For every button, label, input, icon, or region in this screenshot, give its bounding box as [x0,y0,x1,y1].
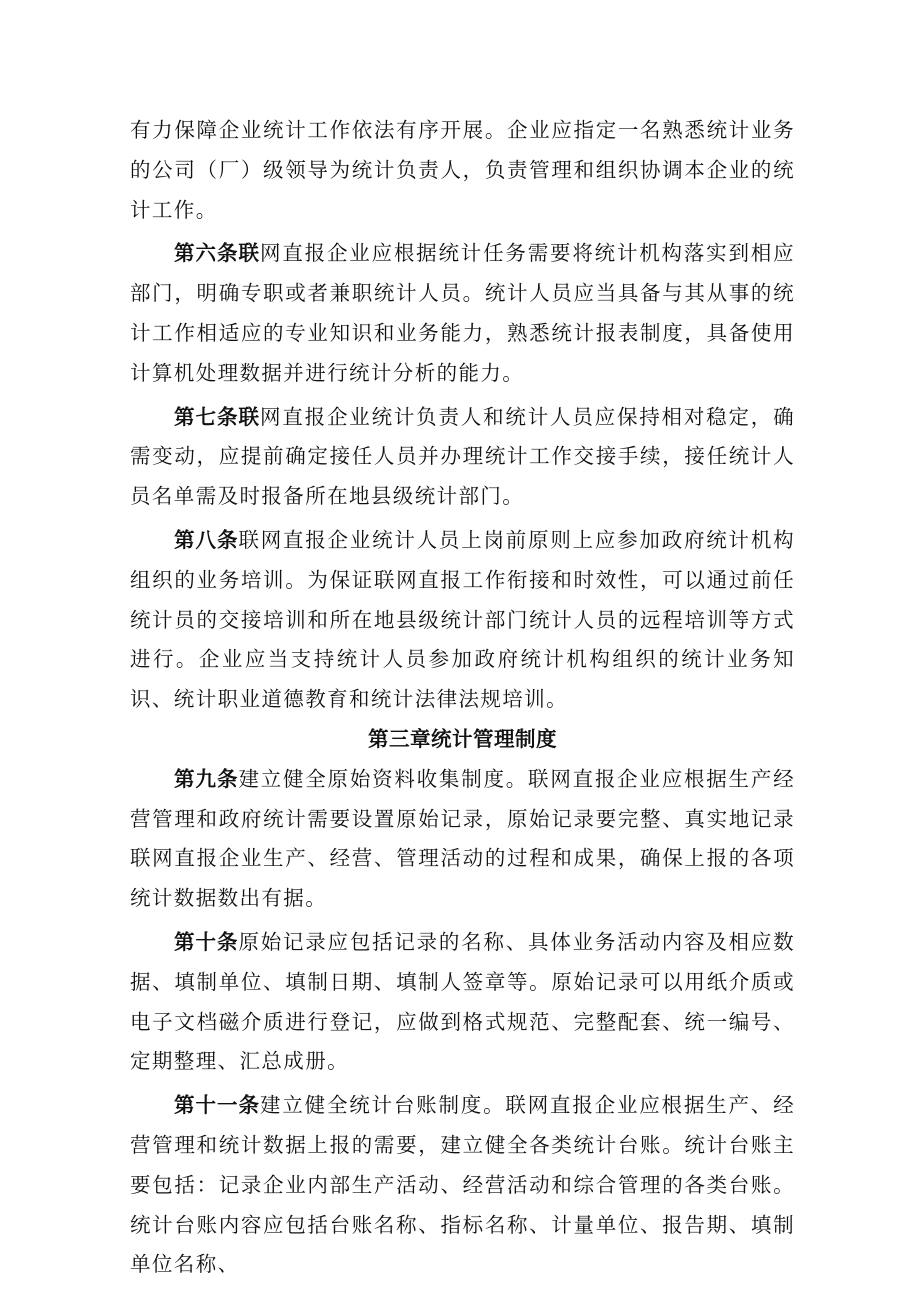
article-text: 建立健全原始资料收集制度。联网直报企业应根据生产经营管理和政府统计需要设置原始记录，原始记录要完整、真实地记录联网直报企业生产、经营、管理活动的过程和成果，确保上报的各项统计数据数出有据。 [130,766,795,911]
chapter-heading: 第三章统计管理制度 [368,726,557,751]
article-number: 第九条 [174,766,239,791]
paragraph-continuation [130,111,795,230]
article-text: 网直报企业应根据统计任务需要将统计机构落实到相应部门，明确专职或者兼职统计人员。统计人员应当具备与其从事的统计工作相适应的专业知识和业务能力，熟悉统计报表制度，具备使用计算机处理数据并进行统计分析的能力。 [130,241,795,385]
article-8-paragraph [130,521,795,720]
article-text: 原始记录应包括记录的名称、具体业务活动内容及相应数据、填制单位、填制日期、填制人签章等。原始记录可以用纸介质或电子文档磁介质进行登记，应做到格式规范、完整配套、统一编号、定期整理、汇总成册。 [130,929,795,1074]
article-9-paragraph [130,760,795,919]
article-11-paragraph [130,1086,795,1285]
article-number: 第六条联 [174,241,261,266]
article-10-paragraph [130,923,795,1082]
article-6-paragraph [130,234,795,393]
article-number: 第七条联 [174,404,261,429]
document-body [130,111,795,1285]
paragraph-text: 有力保障企业统计工作依法有序开展。企业应指定一名熟悉统计业务的公司（厂）级领导为统计负责人，负责管理和组织协调本企业的统计工作。 [130,118,795,222]
article-text: 联网直报企业统计人员上岗前原则上应参加政府统计机构组织的业务培训。为保证联网直报工作衔接和时效性，可以通过前任统计员的交接培训和所在地县级统计部门统计人员的远程培训等方式进行。企业应当支持统计人员参加政府统计机构组织的统计业务知识、统计职业道德教育和统计法律法规培训。 [130,527,795,712]
article-number: 第八条 [174,527,239,552]
article-number: 第十一条 [174,1093,261,1118]
article-7-paragraph [130,398,795,517]
article-number: 第十条 [174,929,239,954]
article-text: 建立健全统计台账制度。联网直报企业应根据生产、经营管理和统计数据上报的需要，建立健全各类统计台账。统计台账主要包括：记录企业内部生产活动、经营活动和综合管理的各类台账。统计台账内容应包括台账名称、指标名称、计量单位、报告期、填制单位名称、 [130,1093,795,1277]
article-text: 网直报企业统计负责人和统计人员应保持相对稳定，确需变动，应提前确定接任人员并办理统计工作交接手续，接任统计人员名单需及时报备所在地县级统计部门。 [130,404,795,509]
